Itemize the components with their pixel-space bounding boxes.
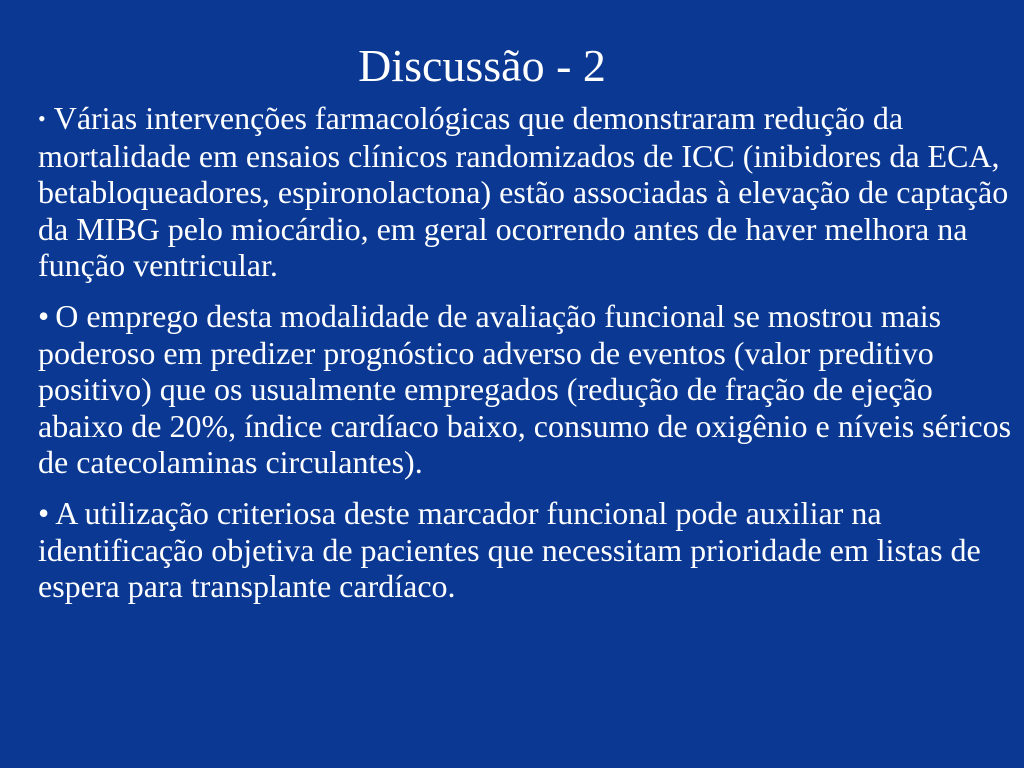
bullet-text: A utilização criteriosa deste marcador funcional pode auxiliar na identificação objetiva de pacientes que necessitam prioridade em listas de espera para transplante cardíaco. [38, 494, 981, 605]
bullet-text: Várias intervenções farmacológicas que demonstraram redução da mortalidade em ensaios clínicos randomizados de ICC (inibidores da ECA, betabloqueadores, espironolactona) estão associadas à elevação de captação da MIBG pelo miocárdio, em geral ocorrendo antes de haver melhora na função ventricular. [38, 100, 1009, 284]
slide-title: Discussão - 2 [358, 40, 606, 91]
bullet-text: O emprego desta modalidade de avaliação funcional se mostrou mais poderoso em predizer prognóstico adverso de eventos (valor preditivo positivo) que os usualmente empregados (redução de fração de ejeção abaixo de 20%, índice cardíaco baixo, consumo de oxigênio e níveis séricos de catecolaminas circulantes). [38, 297, 1012, 481]
bullet-item [38, 298, 1018, 481]
bullet-point-icon: • [38, 297, 50, 334]
bullet-point-icon: • [38, 106, 46, 131]
bullet-list [38, 100, 1018, 605]
bullet-item [38, 100, 1018, 284]
bullet-point-icon: • [38, 494, 50, 531]
bullet-item [38, 495, 1018, 605]
